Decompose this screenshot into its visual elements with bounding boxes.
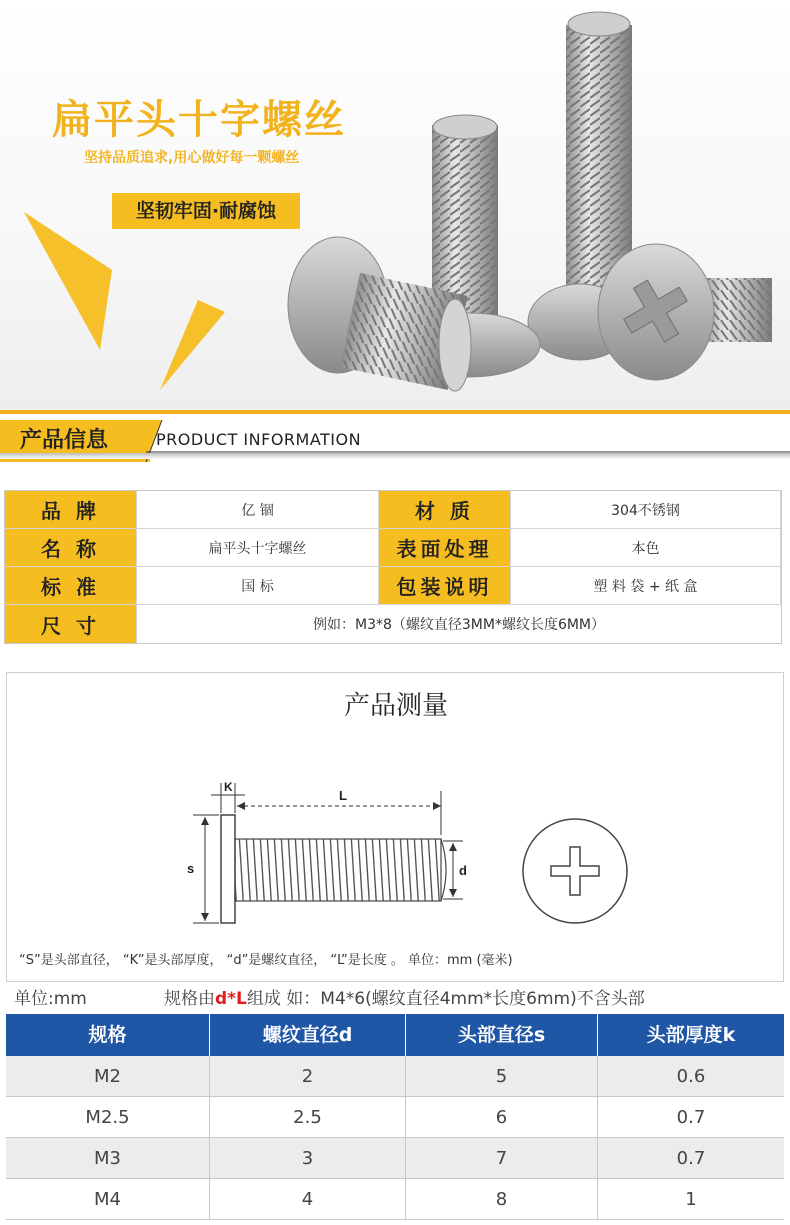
info-value-brand: 亿 锢 <box>137 491 379 529</box>
cell-head-thickness: 0.7 <box>676 1148 706 1169</box>
cell-head-thickness: 0.7 <box>676 1107 706 1128</box>
section-title-cn: 产品信息 <box>0 420 150 462</box>
info-value-standard: 国 标 <box>137 567 379 605</box>
info-key-surface: 表面处理 <box>379 529 511 567</box>
divider <box>0 410 790 414</box>
spec-rule-suffix: 组成 如：M4*6(螺纹直径4mm*长度6mm)不含头部 <box>246 989 645 1009</box>
deco-triangle <box>24 212 112 350</box>
cell-head-diameter: 7 <box>406 1138 598 1179</box>
col-header-head-thickness: 头部厚度k <box>646 1024 736 1046</box>
cell-spec: M2.5 <box>6 1097 210 1138</box>
measurement-title: 产品测量 <box>343 691 448 721</box>
info-value-name: 扁平头十字螺丝 <box>137 529 379 567</box>
col-header-thread-diameter: 螺纹直径d <box>210 1014 406 1056</box>
section-title-en: PRODUCT INFORMATION <box>156 430 362 449</box>
spec-rule-highlight: d*L <box>215 989 247 1009</box>
measurement-panel <box>6 672 784 982</box>
cell-spec: M3 <box>6 1138 210 1179</box>
cell-thread-diameter: 4 <box>210 1179 406 1220</box>
hero-slogan: 坚持品质追求,用心做好每一颗螺丝 <box>84 150 300 166</box>
table-row <box>6 1179 784 1220</box>
label-d: d <box>459 863 467 878</box>
cell-head-thickness: 1 <box>685 1189 697 1210</box>
cell-thread-diameter: 2 <box>210 1056 406 1097</box>
info-value-size: 例如：M3*8（螺纹直径3MM*螺纹长度6MM） <box>137 605 781 643</box>
info-key-standard: 标 准 <box>5 567 137 605</box>
screw-head <box>221 815 235 923</box>
cell-head-diameter: 8 <box>406 1179 598 1220</box>
table-row <box>6 1097 784 1138</box>
deco-triangle <box>160 300 225 390</box>
info-value-surface: 本色 <box>511 529 781 567</box>
cell-thread-diameter: 2.5 <box>210 1097 406 1138</box>
label-s: s <box>187 861 195 876</box>
info-key-package: 包装说明 <box>379 567 511 605</box>
cell-head-diameter: 5 <box>406 1056 598 1097</box>
info-value-material: 304不锈钢 <box>511 491 781 529</box>
divider <box>0 453 790 459</box>
col-header-head-diameter: 头部直径s <box>406 1014 598 1056</box>
unit-label: 单位:mm <box>14 989 87 1009</box>
spec-table-header <box>6 1014 784 1056</box>
info-key-name: 名 称 <box>5 529 137 567</box>
spec-rule-prefix: 规格由 <box>164 989 215 1009</box>
screw-shank <box>235 839 441 901</box>
spec-rule <box>164 984 645 1009</box>
product-info-table <box>4 490 782 644</box>
hero-banner <box>0 0 790 410</box>
label-l: L <box>339 788 347 803</box>
cell-spec: M4 <box>6 1179 210 1220</box>
measurement-note: “S”是头部直径， “K”是头部厚度， “d”是螺纹直径， “L”是长度 。 单位：mm (毫米) <box>19 953 513 968</box>
col-header-spec: 规格 <box>6 1014 210 1056</box>
info-key-material: 材 质 <box>379 491 511 529</box>
cell-thread-diameter: 3 <box>210 1138 406 1179</box>
info-value-package: 塑 料 袋 + 纸 盒 <box>511 567 781 605</box>
hero-title: 扁平头十字螺丝 <box>52 97 346 143</box>
table-row <box>6 1138 784 1179</box>
screw-dimension-diagram <box>7 673 785 973</box>
cell-head-diameter: 6 <box>406 1097 598 1138</box>
info-key-brand: 品 牌 <box>5 491 137 529</box>
cell-spec: M2 <box>6 1056 210 1097</box>
unit-row <box>14 984 784 1008</box>
table-row <box>6 1056 784 1097</box>
label-k: K <box>224 780 233 794</box>
info-key-size: 尺 寸 <box>5 605 137 643</box>
cell-head-thickness: 0.6 <box>676 1066 706 1087</box>
hero-badge: 坚韧牢固·耐腐蚀 <box>112 193 300 229</box>
